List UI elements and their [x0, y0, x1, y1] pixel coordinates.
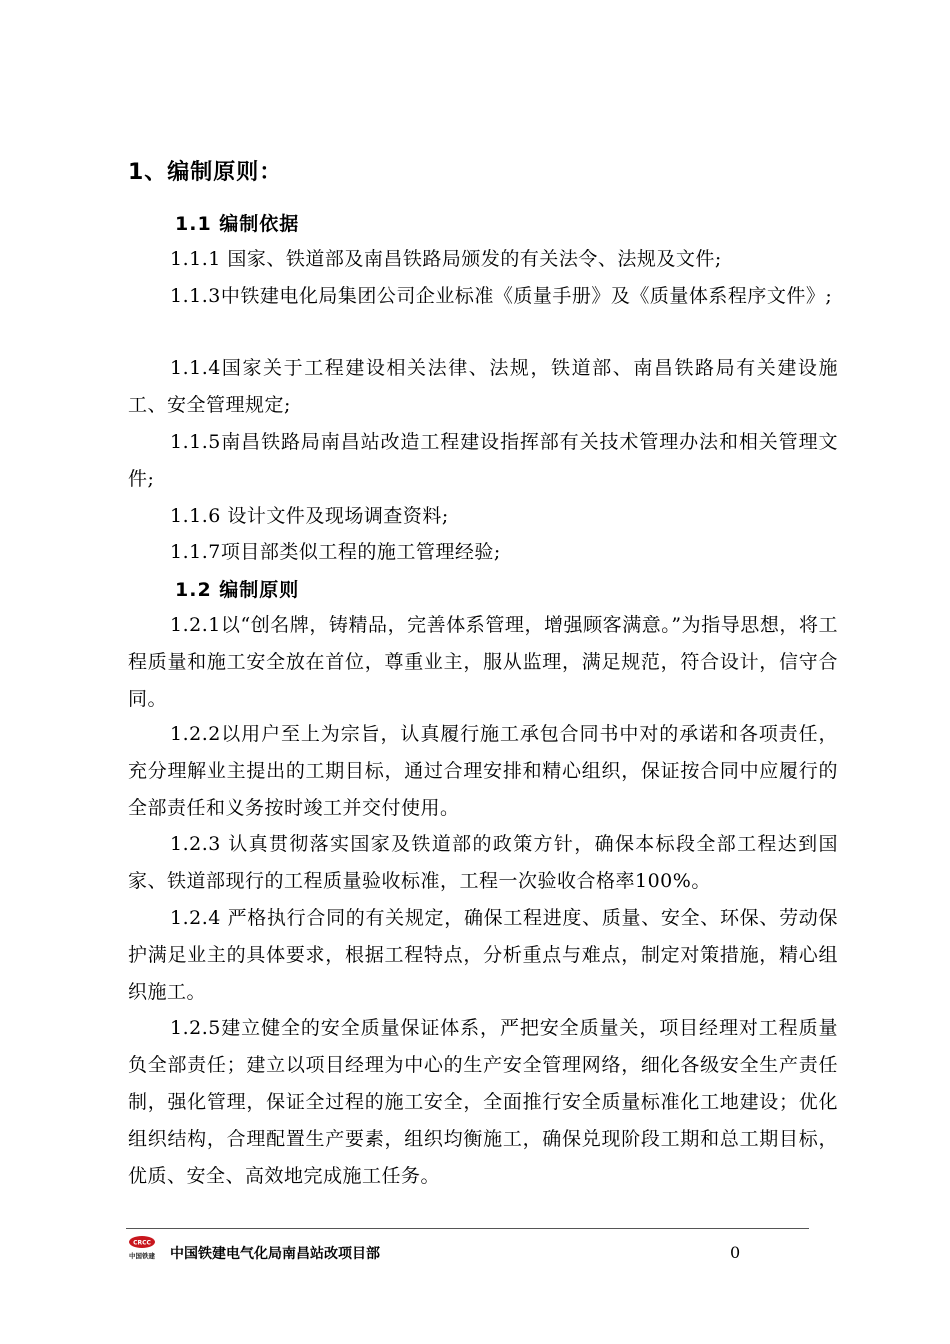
- paragraph-1-2-5: 1.2.5建立健全的安全质量保证体系，严把安全质量关，项目经理对工程质量负全部责任；建立以项目经理为中心的生产安全管理网络，细化各级安全生产责任制，强化管理，保证全过程的施工安全，全面推行安全质量标准化工地建设；优化组织结构，合理配置生产要素，组织均衡施工，确保兑现阶段工期和总工期目标，优质、安全、高效地完成施工任务。: [128, 1017, 838, 1187]
- paragraph-1-1-4: 1.1.4国家关于工程建设相关法律、法规，铁道部、南昌铁路局有关建设施工、安全管理规定;: [128, 357, 838, 416]
- paragraph-1-1-7: 1.1.7项目部类似工程的施工管理经验;: [170, 541, 501, 563]
- paragraph-1-2-1: 1.2.1以“创名牌，铸精品，完善体系管理，增强顾客满意。”为指导思想，将工程质量和施工安全放在首位，尊重业主，服从监理，满足规范，符合设计，信守合同。: [128, 614, 838, 710]
- subsection-title-1-1: 1.1 编制依据: [175, 213, 300, 235]
- section-heading: 1、编制原则：: [128, 160, 283, 185]
- paragraph-1-1-3: 1.1.3中铁建电化局集团公司企业标准《质量手册》及《质量体系程序文件》;: [170, 285, 833, 307]
- paragraph-1-2-3: 1.2.3 认真贯彻落实国家及铁道部的政策方针，确保本标段全部工程达到国家、铁道部现行的工程质量验收标准，工程一次验收合格率100%。: [128, 833, 838, 892]
- paragraph-1-2-4: 1.2.4 严格执行合同的有关规定，确保工程进度、质量、安全、环保、劳动保护满足业主的具体要求，根据工程特点，分析重点与难点，制定对策措施，精心组织施工。: [128, 907, 838, 1003]
- paragraph-1-1-1: 1.1.1 国家、铁道部及南昌铁路局颁发的有关法令、法规及文件;: [170, 248, 722, 270]
- paragraph-1-1-5: 1.1.5南昌铁路局南昌站改造工程建设指挥部有关技术管理办法和相关管理文件;: [128, 431, 838, 490]
- footer-divider: [126, 1228, 809, 1229]
- svg-text:中国铁建: 中国铁建: [129, 1252, 155, 1260]
- subsection-title-1-2: 1.2 编制原则: [175, 579, 300, 601]
- crcc-logo-icon: [124, 1234, 160, 1264]
- page-number: 0: [730, 1243, 741, 1262]
- paragraph-1-2-2: 1.2.2以用户至上为宗旨，认真履行施工承包合同书中对的承诺和各项责任，充分理解业主提出的工期目标，通过合理安排和精心组织，保证按合同中应履行的全部责任和义务按时竣工并交付使用。: [128, 723, 838, 819]
- svg-text:CRCC: CRCC: [133, 1239, 151, 1247]
- footer-organization: 中国铁建电气化局南昌站改项目部: [170, 1246, 380, 1262]
- paragraph-1-1-6: 1.1.6 设计文件及现场调查资料;: [170, 505, 449, 527]
